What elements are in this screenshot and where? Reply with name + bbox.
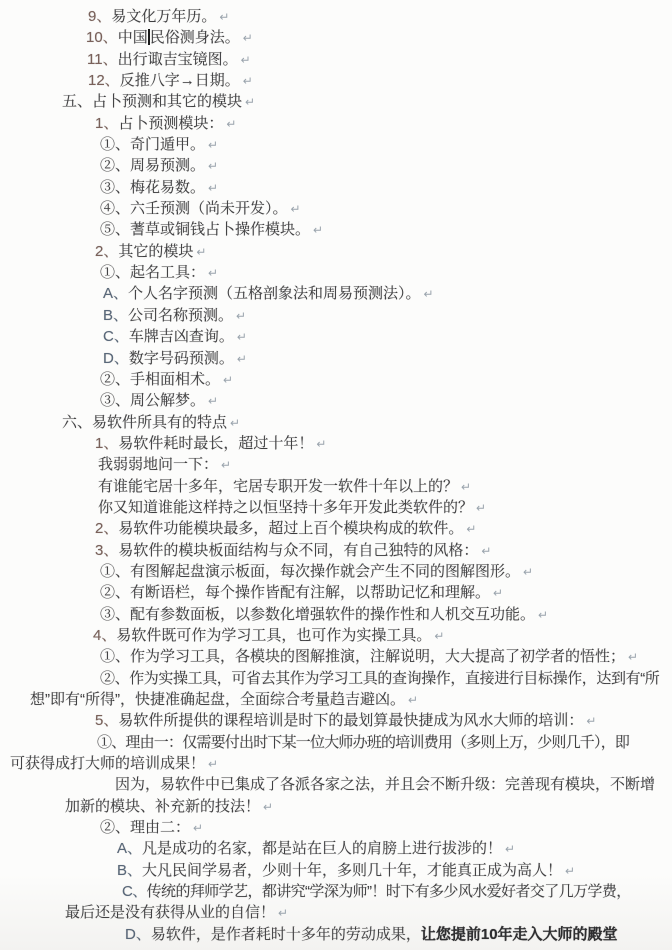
return-mark-icon: ↵ [208, 138, 219, 153]
list-letter: A、 [117, 840, 143, 858]
return-mark-icon: ↵ [263, 799, 274, 814]
list-number: 3、 [95, 541, 119, 559]
text-line [0, 6, 672, 27]
return-mark-icon: ↵ [423, 287, 434, 302]
return-mark-icon: ↵ [586, 714, 597, 729]
return-mark-icon: ↵ [242, 31, 253, 46]
text-line [0, 70, 672, 91]
body-text: 出行诹吉宝镜图。 [117, 50, 238, 68]
text-line [0, 305, 672, 326]
body-text: 个人名字预测（五格剖象法和周易预测法）。 [128, 285, 421, 303]
body-text: 我弱弱地问一下： [98, 456, 219, 474]
body-text: 公司名称预测。 [128, 306, 234, 324]
text-line [0, 518, 672, 539]
emphasis-text: 让您提前10年走入大师的殿堂 [420, 925, 618, 943]
text-line [0, 838, 672, 859]
text-line [0, 454, 672, 475]
text-line [0, 710, 672, 731]
body-text: ②、作为实操工具，可省去其作为学习工具的查询操作，直接进行目标操作，达到有“所 [100, 669, 660, 687]
text-line [0, 774, 672, 795]
return-mark-icon: ↵ [565, 863, 576, 878]
text-line [0, 689, 672, 710]
return-mark-icon: ↵ [313, 223, 324, 238]
return-mark-icon: ↵ [193, 821, 204, 836]
body-text: ③、梅花易数。 [100, 178, 206, 196]
text-line [0, 283, 672, 304]
return-mark-icon: ↵ [230, 415, 241, 430]
text-line [0, 433, 672, 454]
list-number: 4、 [93, 626, 117, 644]
list-number: 1、 [95, 434, 119, 452]
body-text: ①、奇门遁甲。 [100, 136, 206, 154]
text-line [0, 860, 672, 881]
list-number: 5、 [95, 712, 119, 730]
text-line [0, 561, 672, 582]
body-text: 民俗测身法。 [149, 29, 240, 47]
return-mark-icon: ↵ [236, 330, 247, 345]
text-line [0, 27, 672, 48]
return-mark-icon: ↵ [290, 202, 301, 217]
text-line [0, 134, 672, 155]
body-text: 易软件，是作者耗时十多年的劳动成果， [150, 925, 421, 943]
return-mark-icon: ↵ [221, 458, 232, 473]
text-line [0, 668, 672, 689]
text-line [0, 796, 672, 817]
return-mark-icon: ↵ [245, 95, 256, 110]
body-text: 中国 [117, 29, 148, 47]
list-letter: A、 [103, 285, 129, 303]
body-text: 易软件既可作为学习工具，也可作为实操工具。 [116, 626, 432, 644]
text-line [0, 540, 672, 561]
body-text: ②、有断语栏，每个操作皆配有注解，以帮助记忆和理解。 [100, 584, 491, 602]
return-mark-icon: ↵ [538, 607, 549, 622]
return-mark-icon: ↵ [476, 500, 487, 515]
return-mark-icon: ↵ [208, 159, 219, 174]
body-text: 凡是成功的名家，都是站在巨人的肩膀上进行拔涉的！ [142, 840, 503, 858]
return-mark-icon: ↵ [208, 180, 219, 195]
list-letter: B、 [103, 306, 129, 324]
body-text: 易软件耗时最长，超过十年！ [118, 434, 314, 452]
list-number: 10、 [86, 29, 118, 47]
body-text: ①、作为学习工具，各模块的图解推演，注解说明，大大提高了初学者的悟性； [100, 648, 626, 666]
text-line [0, 646, 672, 667]
return-mark-icon: ↵ [208, 394, 219, 409]
body-text: 大凡民间学易者，少则十年，多则几十年，才能真正成为高人！ [142, 861, 563, 879]
text-line [0, 604, 672, 625]
text-line [0, 241, 672, 262]
return-mark-icon: ↵ [196, 244, 207, 259]
text-line [0, 582, 672, 603]
body-text: 五、占卜预测和其它的模块 [62, 93, 243, 111]
return-mark-icon: ↵ [242, 74, 253, 89]
body-text: 六、易软件所具有的特点 [62, 413, 228, 431]
body-text: 可获得成打大师的培训成果！ [10, 755, 206, 773]
return-mark-icon: ↵ [236, 308, 247, 323]
text-line [0, 155, 672, 176]
list-number: 9、 [88, 8, 112, 25]
text-line [0, 262, 672, 283]
return-mark-icon: ↵ [434, 628, 445, 643]
body-text: ③、配有参数面板，以参数化增强软件的操作性和人机交互功能。 [100, 605, 536, 623]
body-text: 车牌吉凶查询。 [128, 328, 234, 346]
return-mark-icon: ↵ [219, 10, 230, 24]
text-line [0, 198, 672, 219]
body-text: ④、六壬预测（尚未开发）。 [100, 200, 288, 218]
return-mark-icon: ↵ [408, 693, 419, 707]
return-mark-icon: ↵ [316, 436, 327, 451]
body-text: 有谁能宅居十多年，宅居专职开发一软件十年以上的？ [98, 477, 459, 495]
return-mark-icon: ↵ [628, 650, 639, 665]
text-line [0, 390, 672, 411]
body-text: ①、起名工具： [100, 264, 206, 282]
body-text: ③、周公解梦。 [100, 392, 206, 410]
body-text: 易软件所提供的课程培训是时下的最划算最快捷成为风水大师的培训： [118, 712, 584, 730]
return-mark-icon: ↵ [208, 757, 219, 772]
text-line [0, 732, 672, 753]
body-text: ②、手相面相术。 [100, 370, 221, 388]
return-mark-icon: ↵ [208, 266, 219, 281]
text-line [0, 924, 672, 945]
list-letter: D、 [125, 925, 151, 943]
list-letter: C、 [122, 883, 147, 901]
return-mark-icon: ↵ [481, 543, 492, 558]
return-mark-icon: ↵ [236, 351, 247, 366]
body-text: ①、理由一：仅需要付出时下某一位大师办班的培训费用（多则上万，少则几千），即 [97, 733, 630, 751]
body-text: 易文化万年历。 [111, 8, 217, 25]
return-mark-icon: ↵ [466, 522, 477, 537]
body-text: 因为，易软件中已集成了各派各家之法，并且会不断升级：完善现有模块，不断增 [115, 776, 656, 794]
body-text: 加新的模块、补充新的技法！ [65, 797, 261, 815]
return-mark-icon: ↵ [226, 116, 237, 131]
body-text: 占卜预测模块： [118, 114, 224, 132]
text-line [0, 113, 672, 134]
body-text: 易软件功能模块最多，超过上百个模块构成的软件。 [118, 520, 464, 538]
list-number: 1、 [95, 114, 119, 132]
text-line [0, 881, 672, 902]
text-line [0, 497, 672, 518]
text-line [0, 177, 672, 198]
text-line [0, 817, 672, 838]
return-mark-icon: ↵ [278, 906, 289, 921]
text-line [0, 348, 672, 369]
text-line [0, 219, 672, 240]
text-line [0, 412, 672, 433]
body-text: 反推八字→日期。 [119, 72, 240, 90]
body-text: 最后还是没有获得从业的自信！ [65, 904, 276, 922]
body-text: ①、有图解起盘演示板面，每次操作就会产生不同的图解图形。 [100, 562, 521, 580]
body-text: 数字号码预测。 [128, 349, 234, 367]
text-line [0, 326, 672, 347]
list-number: 12、 [88, 72, 120, 90]
return-mark-icon: ↵ [505, 842, 516, 857]
list-number: 2、 [95, 242, 119, 260]
text-line [0, 369, 672, 390]
body-text: ②、理由二： [100, 819, 191, 837]
return-mark-icon: ↵ [461, 479, 472, 494]
return-mark-icon: ↵ [223, 372, 234, 387]
text-line [0, 625, 672, 646]
body-text: 其它的模块 [118, 242, 194, 260]
text-line [0, 753, 672, 774]
text-line [0, 91, 672, 112]
return-mark-icon: ↵ [240, 52, 251, 67]
body-text: 想”即有“所得”，快捷准确起盘，全面综合考量趋吉避凶。 [30, 691, 405, 708]
text-line [0, 476, 672, 497]
return-mark-icon: ↵ [523, 564, 534, 579]
text-line [0, 49, 672, 70]
return-mark-icon: ↵ [493, 586, 504, 601]
text-line [0, 902, 672, 923]
list-letter: C、 [103, 328, 129, 346]
list-number: 2、 [95, 520, 119, 538]
body-text: 易软件的模块板面结构与众不同，有自己独特的风格： [118, 541, 479, 559]
list-letter: D、 [103, 349, 129, 367]
body-text: ②、周易预测。 [100, 157, 206, 175]
body-text: ⑤、蓍草或铜钱占卜操作模块。 [100, 221, 311, 239]
list-number: 11、 [87, 50, 118, 68]
body-text: 你又知道谁能这样持之以恒坚持十多年开发此类软件的？ [98, 498, 474, 516]
body-text: 传统的拜师学艺，都讲究“学深为师”！时下有多少风水爱好者交了几万学费， [146, 883, 631, 901]
list-letter: B、 [117, 861, 143, 879]
